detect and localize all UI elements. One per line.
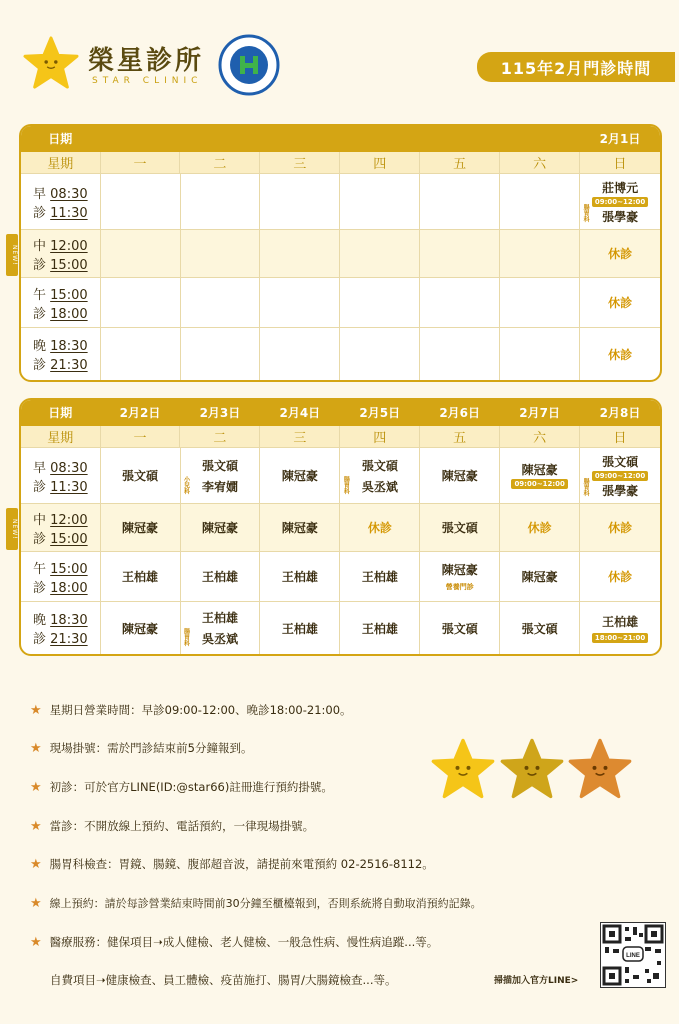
doctor-name: 張文碩 [420,602,500,654]
weekday-cell: 三 [260,426,340,448]
time-slot [21,448,101,504]
schedule-cell [420,230,500,278]
note-item [30,895,482,911]
schedule-cell [580,448,660,504]
doctor-name: 張文碩 [201,458,238,473]
slot-row-evening [21,328,660,380]
slot-row-evening [21,602,660,654]
schedule-cell [340,174,420,230]
schedule-cell [580,174,660,230]
closed-label: 休診 [500,504,580,552]
star-bullet-icon: ★ [30,856,42,872]
doctor-name: 王柏雄 [602,614,639,629]
schedule-cell [101,328,181,380]
slot-suffix: 診 [33,205,47,221]
doctor-name: 張學豪 [602,209,639,224]
weekday-cell: 四 [340,426,420,448]
date-cell: 2月5日 [340,400,420,426]
weekday-cell: 一 [101,426,181,448]
schedule-cell [580,602,660,654]
schedule-cell [101,174,181,230]
slot-end: 18:00 [50,306,88,322]
department-label: 腸胃科 [182,628,190,646]
date-cell: 2月6日 [420,400,500,426]
doctor-name: 陳冠豪 [420,448,500,504]
slot-end: 18:00 [50,580,88,596]
hours-tag: 09:00~12:00 [511,479,567,489]
schedule-cell [340,448,420,504]
time-slot [21,602,101,654]
date-cell: 2月8日 [580,400,660,426]
slot-period: 晚 [33,339,47,354]
date-cell: 2月3日 [180,400,260,426]
note-item [30,856,434,872]
slot-row-noon [21,230,660,278]
slot-suffix: 診 [33,306,47,322]
doctor-name: 張學豪 [602,483,639,498]
date-cell: 2月2日 [101,400,181,426]
slot-period: 午 [33,561,47,577]
schedule-cell [500,448,580,504]
star-mascot-icon [430,738,496,800]
doctor-name: 張文碩 [602,454,639,469]
closed-label: 休診 [580,278,660,328]
doctor-name: 張文碩 [500,602,580,654]
slot-row-noon [21,504,660,552]
nhi-logo-icon [218,34,280,96]
slot-period: 晚 [33,613,47,628]
note-text: 星期日營業時間：早診09:00-12:00、晚診18:00-21:00。 [49,703,352,717]
star-bullet-icon: ★ [30,702,42,718]
note-item [30,934,438,950]
doctor-name: 王柏雄 [340,602,420,654]
time-slot [21,504,101,552]
doctor-name: 莊博元 [602,180,639,195]
slot-end: 21:30 [50,358,88,373]
line-qr-code-icon[interactable] [600,922,666,988]
slot-suffix: 診 [33,580,47,596]
slot-period: 中 [33,238,47,254]
schedule-cell [500,278,580,328]
date-header: 日期 [21,126,101,152]
slot-suffix: 診 [33,479,47,495]
slot-start: 08:30 [50,186,88,202]
schedule-table-week1 [19,124,662,382]
slot-period: 早 [33,186,47,202]
date-cell: 2月7日 [500,400,580,426]
doctor-name: 陳冠豪 [260,448,340,504]
slot-end: 21:30 [50,632,88,647]
star-mascot-icon [567,738,633,800]
schedule-cell [260,278,340,328]
slot-suffix: 診 [33,358,47,373]
slot-start: 18:30 [50,339,88,354]
schedule-cell [420,328,500,380]
schedule-cell [260,230,340,278]
note-text: 醫療服務：健保項目➝成人健檢、老人健檢、一般急性病、慢性病追蹤...等。 [49,935,439,949]
note-item [30,818,314,834]
weekday-row [21,426,660,448]
note-item [30,740,252,756]
schedule-cell [181,602,261,654]
doctor-name: 張文碩 [101,448,181,504]
weekday-cell: 五 [420,426,500,448]
weekday-cell: 五 [420,152,500,174]
slot-start: 18:30 [50,613,88,628]
schedule-cell [181,278,261,328]
slot-start: 12:00 [50,238,88,254]
star-bullet-icon: ★ [30,818,42,834]
department-label: 腸胃科 [582,204,590,222]
slot-row-afternoon [21,552,660,602]
closed-label: 休診 [580,504,660,552]
slot-end: 15:00 [50,257,88,273]
slot-row-morning [21,448,660,504]
schedule-cell [420,174,500,230]
date-cell: 2月1日 [580,126,660,152]
slot-suffix: 診 [33,531,47,547]
department-label: 腸胃科 [582,478,590,496]
department-label: 腸胃科 [342,476,350,494]
star-mascot-icon [499,738,565,800]
date-cell: 2月4日 [260,400,340,426]
note-text: 腸胃科檢查：胃鏡、腸鏡、腹部超音波，請提前來電預約 02-2516-8112。 [49,857,434,871]
note-item [30,702,352,718]
weekday-cell: 日 [580,426,660,448]
note-item [50,972,396,988]
doctor-name: 陳冠豪 [101,504,181,552]
note-text: 當診：不開放線上預約、電話預約，一律現場掛號。 [49,819,315,833]
weekday-cell: 二 [180,152,260,174]
hours-tag: 09:00~12:00 [592,471,648,481]
date-header: 日期 [21,400,101,426]
svg-text:LINE: LINE [626,953,640,959]
doctor-name: 陳冠豪 [500,552,580,602]
weekday-cell: 六 [500,152,580,174]
slot-end: 11:30 [50,479,88,495]
hours-tag: 18:00~21:00 [592,633,648,643]
slot-row-morning [21,174,660,230]
doctor-name: 王柏雄 [340,552,420,602]
schedule-cell [181,448,261,504]
schedule-cell [101,278,181,328]
schedule-cell [181,328,261,380]
time-slot [21,552,101,602]
schedule-cell [260,174,340,230]
slot-start: 15:00 [50,287,88,303]
doctor-name: 王柏雄 [101,552,181,602]
note-text: 自費項目➝健康檢查、員工體檢、疫苗施打、腸胃/大腸鏡檢查...等。 [50,973,397,987]
department-label: 營養門診 [445,583,474,591]
closed-label: 休診 [580,552,660,602]
doctor-name: 王柏雄 [181,552,261,602]
time-slot [21,230,101,278]
doctor-name: 王柏雄 [201,611,238,625]
schedule-cell [181,174,261,230]
weekday-cell: 三 [260,152,340,174]
star-bullet-icon: ★ [30,934,42,950]
slot-start: 08:30 [50,460,88,476]
note-text: 現場掛號：需於門診結束前5分鐘報到。 [49,741,253,755]
note-text: 線上預約：請於每診營業結束時間前30分鐘至櫃檯報到，否則系統將自動取消預約記錄。 [49,897,482,910]
slot-period: 午 [33,287,47,303]
star-bullet-icon: ★ [30,895,42,911]
star-bullet-icon: ★ [30,740,42,756]
schedule-cell [340,328,420,380]
closed-label: 休診 [608,347,633,362]
slot-period: 中 [33,512,47,528]
note-item [30,779,333,795]
schedule-cell [420,278,500,328]
doctor-name: 吳丞斌 [201,632,238,646]
schedule-cell [500,328,580,380]
slot-suffix: 診 [33,632,47,647]
schedule-cell [181,230,261,278]
doctor-name: 陳冠豪 [260,504,340,552]
weekday-header: 星期 [21,152,101,174]
doctor-name: 陳冠豪 [101,602,181,654]
doctor-name: 吳丞斌 [361,479,398,494]
slot-end: 15:00 [50,531,88,547]
line-qr-label: 掃描加入官方LINE> [494,976,579,986]
doctor-name: 王柏雄 [260,552,340,602]
doctor-name: 陳冠豪 [181,504,261,552]
time-slot [21,174,101,230]
department-label: 小兒科 [182,476,190,494]
weekday-row [21,152,660,174]
doctor-name: 張文碩 [361,458,398,473]
schedule-cell [260,328,340,380]
new-badge: NEW! [6,234,18,276]
time-slot [21,328,101,380]
star-bullet-icon: ★ [30,779,42,795]
date-row [21,400,660,426]
note-text: 初診：可於官方LINE(ID:@star66)註冊進行預約掛號。 [49,780,333,794]
time-slot [21,278,101,328]
schedule-cell [340,230,420,278]
doctor-name: 陳冠豪 [521,463,558,477]
slot-row-afternoon [21,278,660,328]
slot-start: 12:00 [50,512,88,528]
slot-end: 11:30 [50,205,88,221]
closed-label: 休診 [340,504,420,552]
page-title: 115年2月門診時間 [477,52,675,82]
hours-tag: 09:00~12:00 [592,197,648,207]
schedule-cell [101,230,181,278]
schedule-cell [340,278,420,328]
schedule-table-week2 [19,398,662,656]
schedule-cell [500,174,580,230]
weekday-cell: 一 [101,152,181,174]
schedule-cell [420,552,500,602]
weekday-cell: 六 [500,426,580,448]
date-row [21,126,660,152]
slot-suffix: 診 [33,257,47,273]
clinic-name-en: STAR CLINIC [92,76,203,86]
closed-label: 休診 [580,230,660,278]
slot-period: 早 [33,460,47,476]
new-badge: NEW! [6,508,18,550]
schedule-cell [500,230,580,278]
weekday-cell: 二 [180,426,260,448]
doctor-name: 李宥嫺 [201,479,238,494]
slot-start: 15:00 [50,561,88,577]
date-cell [101,126,580,152]
star-logo-icon [22,36,80,90]
doctor-name: 張文碩 [420,504,500,552]
weekday-cell: 四 [340,152,420,174]
doctor-name: 王柏雄 [260,602,340,654]
weekday-cell: 日 [580,152,660,174]
clinic-name: 榮星診所 [88,46,205,76]
doctor-name: 陳冠豪 [441,563,478,577]
weekday-header: 星期 [21,426,101,448]
